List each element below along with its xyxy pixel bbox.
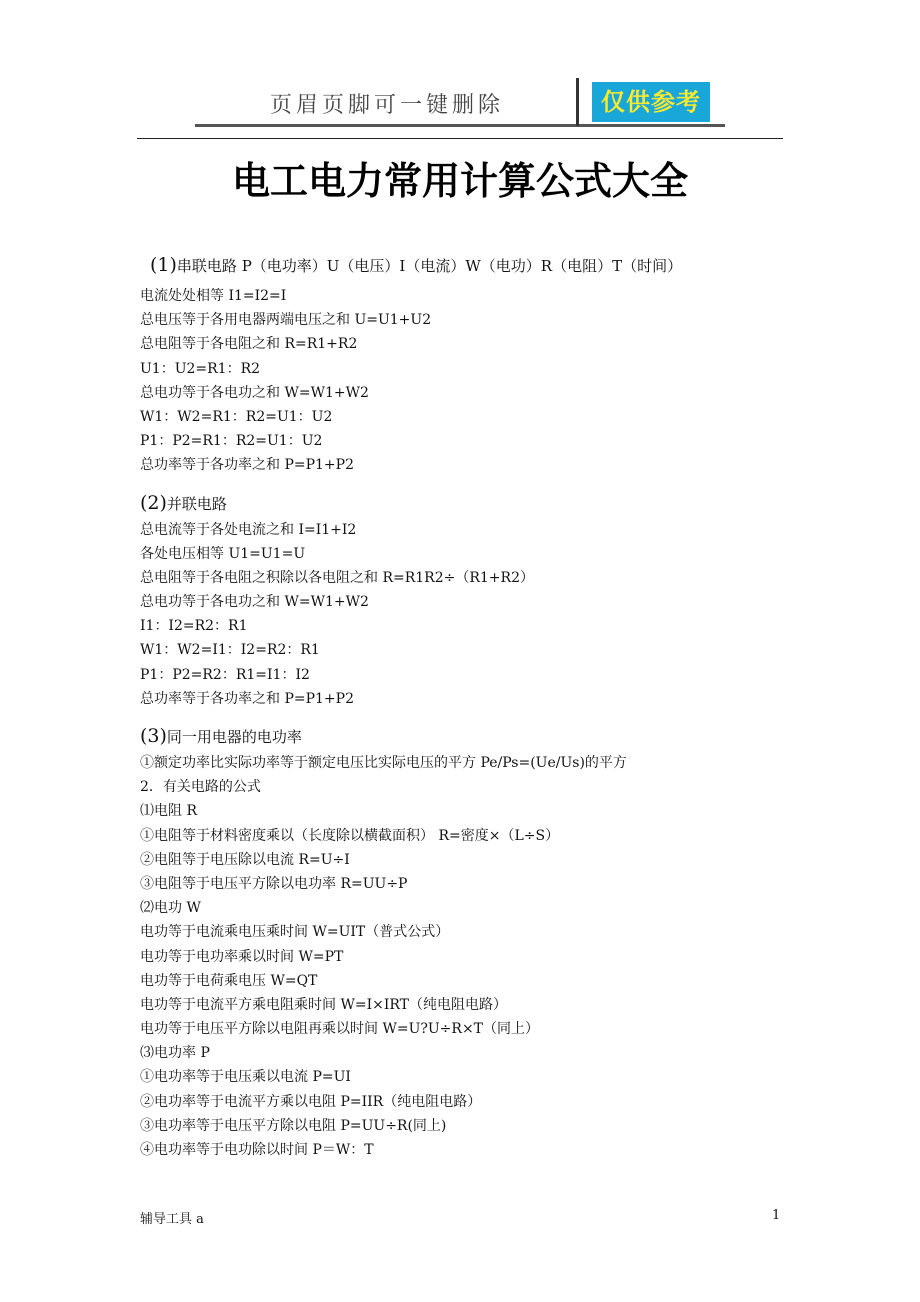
formula-line: W1：W2=R1：R2=U1：U2	[140, 408, 333, 425]
formula-line: 总电功等于各电功之和 W=W1+W2	[140, 594, 369, 611]
formula-line: ②电功率等于电流平方乘以电阻 P=IIR（纯电阻电路）	[140, 1093, 482, 1110]
header-rule	[137, 138, 783, 139]
section-title: 同一用电器的电功率	[166, 728, 302, 746]
formula-line: P1：P2=R1：R2=U1：U2	[140, 433, 323, 450]
reference-badge: 仅供参考	[592, 82, 710, 122]
section-number: (3)	[140, 725, 167, 747]
formula-line: W1：W2=I1：I2=R2：R1	[140, 642, 320, 659]
formula-line: ⑴电阻 R	[140, 803, 197, 820]
formula-line: 总电阻等于各电阻之和 R=R1+R2	[140, 336, 358, 353]
formula-line: 电功等于电流平方乘电阻乘时间 W=I×IRT（纯电阻电路）	[140, 996, 507, 1013]
formula-line: 电流处处相等 I1=I2=I	[140, 288, 287, 304]
formula-line: ⑵电功 W	[140, 900, 201, 917]
section-heading	[140, 488, 800, 518]
formula-line: P1：P2=R2：R1=I1：I2	[140, 666, 310, 683]
formula-line: 各处电压相等 U1=U1=U	[140, 545, 306, 562]
page-number: 1	[772, 1208, 781, 1223]
section-number: (2)	[140, 491, 167, 514]
formula-line: ①额定功率比实际功率等于额定电压比实际电压的平方 Pe/Ps=(Ue/Us)的平方	[140, 755, 627, 771]
header-divider	[576, 78, 579, 126]
formula-line: 2．有关电路的公式	[140, 779, 261, 796]
formula-line: 电功等于电流乘电压乘时间 W=UIT（普式公式）	[140, 924, 450, 941]
formula-line: ①电阻等于材料密度乘以（长度除以横截面积） R=密度×（L÷S）	[140, 827, 560, 844]
header-underline	[195, 124, 725, 127]
section-number: (1)	[150, 254, 177, 276]
formula-line: 电功等于电压平方除以电阻再乘以时间 W=U?U÷R×T（同上）	[140, 1021, 540, 1038]
formula-line: U1：U2=R1：R2	[140, 360, 261, 377]
section-heading	[140, 721, 800, 751]
formula-line: ①电功率等于电压乘以电流 P=UI	[140, 1069, 351, 1086]
formula-line: 总电流等于各处电流之和 I=I1+I2	[140, 521, 357, 538]
formula-line: 总功率等于各功率之和 P=P1+P2	[140, 690, 354, 707]
formula-line: ③电功率等于电压平方除以电阻 P=UU÷R(同上)	[140, 1117, 447, 1134]
section-heading	[140, 250, 800, 280]
footer-label: 辅导工具 a	[140, 1212, 204, 1227]
formula-line: 总电功等于各电功之和 W=W1+W2	[140, 384, 369, 401]
formula-line: ③电阻等于电压平方除以电功率 R=UU÷P	[140, 875, 408, 892]
page-header	[0, 0, 920, 140]
formula-line: 总功率等于各功率之和 P=P1+P2	[140, 457, 354, 474]
section-title: 串联电路 P（电功率）U（电压）I（电流）W（电功）R（电阻）T（时间）	[176, 257, 683, 275]
section-title: 并联电路	[166, 494, 227, 513]
formula-line: ④电功率等于电功除以时间 P＝W：T	[140, 1142, 374, 1158]
formula-line: ⑶电功率 P	[140, 1045, 210, 1062]
formula-line: 总电阻等于各电阻之积除以各电阻之和 R=R1R2÷（R1+R2）	[140, 569, 534, 586]
header-note: 页眉页脚可一键删除	[270, 93, 505, 118]
formula-line: 电功等于电荷乘电压 W=QT	[140, 972, 318, 989]
formula-line: ②电阻等于电压除以电流 R=U÷I	[140, 851, 350, 868]
formula-line: I1：I2=R2：R1	[140, 618, 248, 635]
document-title: 电工电力常用计算公式大全	[231, 159, 688, 203]
document-body	[140, 250, 800, 1162]
formula-line: 总电压等于各用电器两端电压之和 U=U1+U2	[140, 312, 432, 329]
formula-line: 电功等于电功率乘以时间 W=PT	[140, 948, 344, 965]
